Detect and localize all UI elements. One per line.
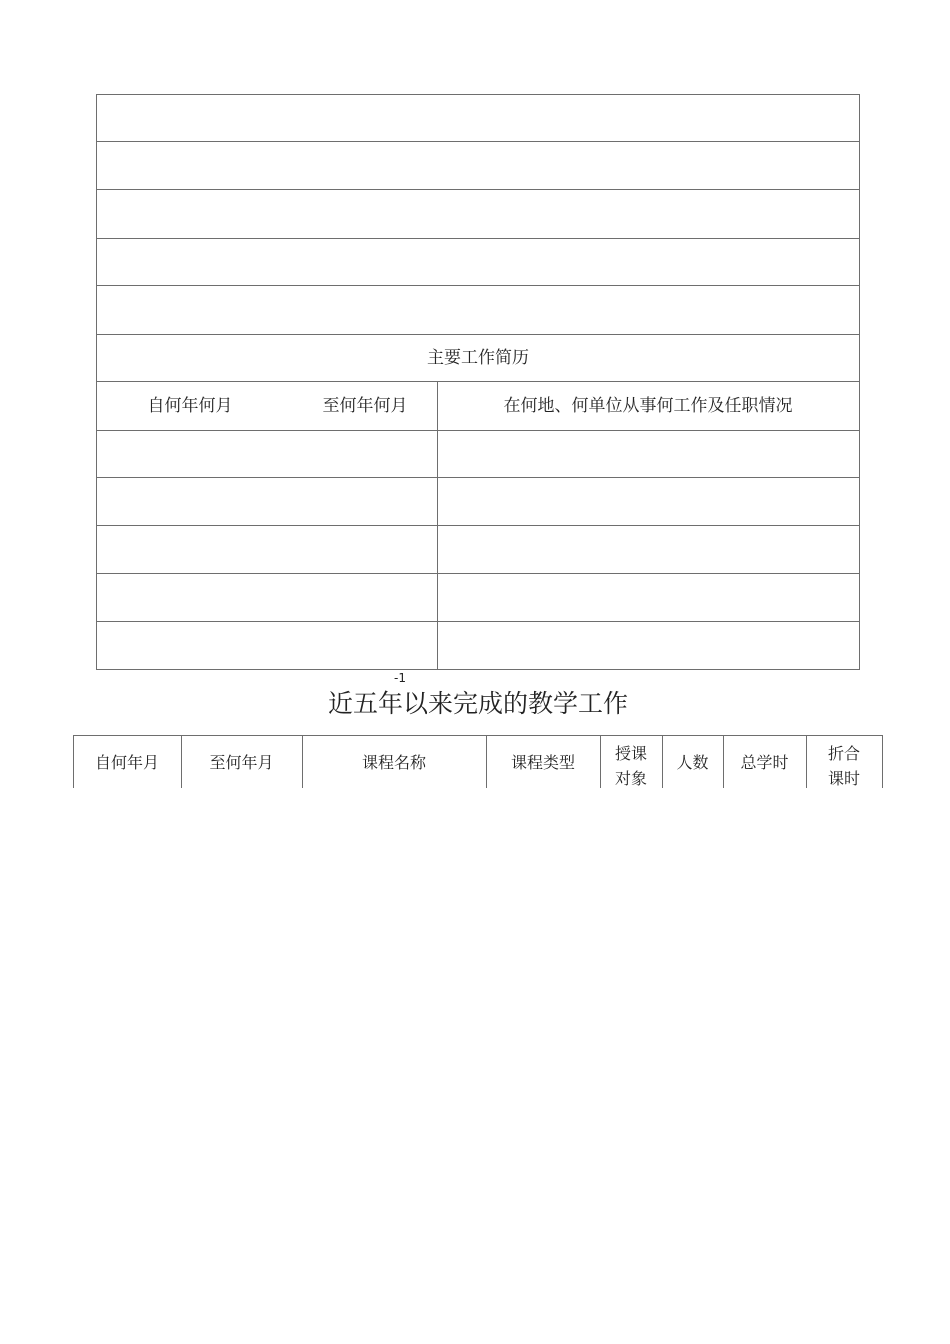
row-divider: [96, 285, 860, 286]
table-border-bottom: [96, 669, 860, 670]
column-divider: [882, 735, 883, 788]
work-row-1-dates[interactable]: [97, 431, 437, 477]
header-course-type: 课程类型: [510, 753, 575, 772]
work-row-4-description[interactable]: [438, 574, 859, 621]
header-work-description: 在何地、何单位从事何工作及任职情况: [503, 396, 793, 416]
header-audience: [600, 741, 662, 791]
header-converted-line1: 折合: [827, 744, 860, 763]
page-number: -1: [394, 671, 406, 685]
work-row-5-description[interactable]: [438, 622, 859, 669]
header-student-count: 人数: [676, 753, 709, 772]
work-row-4-dates[interactable]: [97, 574, 437, 621]
work-row-2-description[interactable]: [438, 478, 859, 525]
header-to-date: 至何年何月: [322, 396, 408, 416]
header-to-month: 至何年月: [209, 753, 274, 772]
header-from-month: 自何年月: [94, 753, 159, 772]
table-border-top: [73, 735, 883, 736]
work-row-5-dates[interactable]: [97, 622, 437, 669]
header-total-hours: 总学时: [740, 753, 789, 772]
row-divider: [96, 381, 860, 382]
table-border-right: [859, 94, 860, 670]
teaching-section-title: 近五年以来完成的教学工作: [327, 689, 628, 718]
work-row-2-dates[interactable]: [97, 478, 437, 525]
row-divider: [96, 189, 860, 190]
row-divider: [96, 141, 860, 142]
row-divider: [96, 94, 860, 95]
header-converted-line2: 课时: [827, 769, 860, 788]
work-row-3-dates[interactable]: [97, 526, 437, 573]
work-row-1-description[interactable]: [438, 431, 859, 477]
header-course-name: 课程名称: [361, 753, 426, 772]
work-history-section-title: 主要工作简历: [427, 348, 529, 368]
work-row-3-description[interactable]: [438, 526, 859, 573]
header-from-date: 自何年何月: [147, 396, 233, 416]
row-divider: [96, 334, 860, 335]
header-converted-hours: [806, 741, 882, 791]
header-audience-line2: 对象: [614, 769, 647, 788]
header-audience-line1: 授课: [614, 744, 647, 763]
row-divider: [96, 238, 860, 239]
